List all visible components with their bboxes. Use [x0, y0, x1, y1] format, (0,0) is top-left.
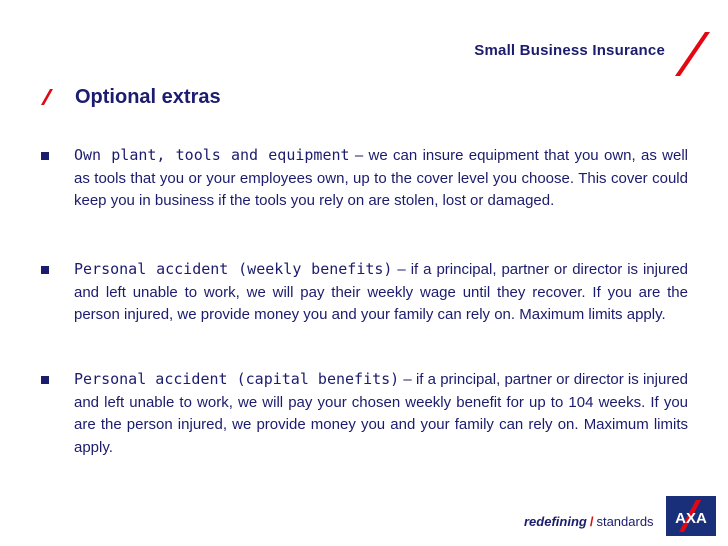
bullet-text [74, 144, 688, 213]
tagline-rest: standards [596, 514, 654, 529]
header-title: Small Business Insurance [474, 42, 665, 59]
axa-slash-icon [672, 30, 712, 78]
tagline-bold: redefining [524, 514, 587, 529]
bullet-body: – if a principal, partner or director is injured and left unable to work, we will pay your chosen weekly benefit for up to 104 weeks. If you are the person injured, we provide money you and your family can rely on. Maximum limits apply. [74, 371, 688, 456]
bullet-own-plant [40, 144, 688, 213]
axa-logo [666, 496, 716, 536]
bullet-marker [41, 152, 49, 160]
bullet-text [74, 258, 688, 327]
bullet-marker [41, 376, 49, 384]
bullet-weekly-benefits [40, 258, 688, 327]
bullet-body: – we can insure equipment that you own, as well as tools that you or your employees own, up to the cover level you choose. This cover could keep you in business if the tools you rely on are stolen, lost or damaged. [74, 147, 688, 209]
bullet-capital-benefits [40, 368, 688, 459]
bullet-heading: Personal accident (capital benefits) [74, 370, 400, 388]
footer-tagline [524, 514, 654, 529]
bullet-heading: Personal accident (weekly benefits) [74, 260, 393, 278]
bullet-body: – if a principal, partner or director is injured and left unable to work, we will pay their weekly wage until they recover. If you are the person injured, we provide money you and your family can rely on. Maximum limits apply. [74, 261, 689, 323]
bullet-heading: Own plant, tools and equipment [74, 146, 350, 164]
section-title: Optional extras [75, 86, 221, 108]
bullet-text [74, 368, 688, 459]
logo-text: AXA [675, 510, 707, 527]
bullet-marker [41, 266, 49, 274]
tagline-slash: / [589, 514, 594, 529]
red-slash-icon [40, 88, 54, 106]
